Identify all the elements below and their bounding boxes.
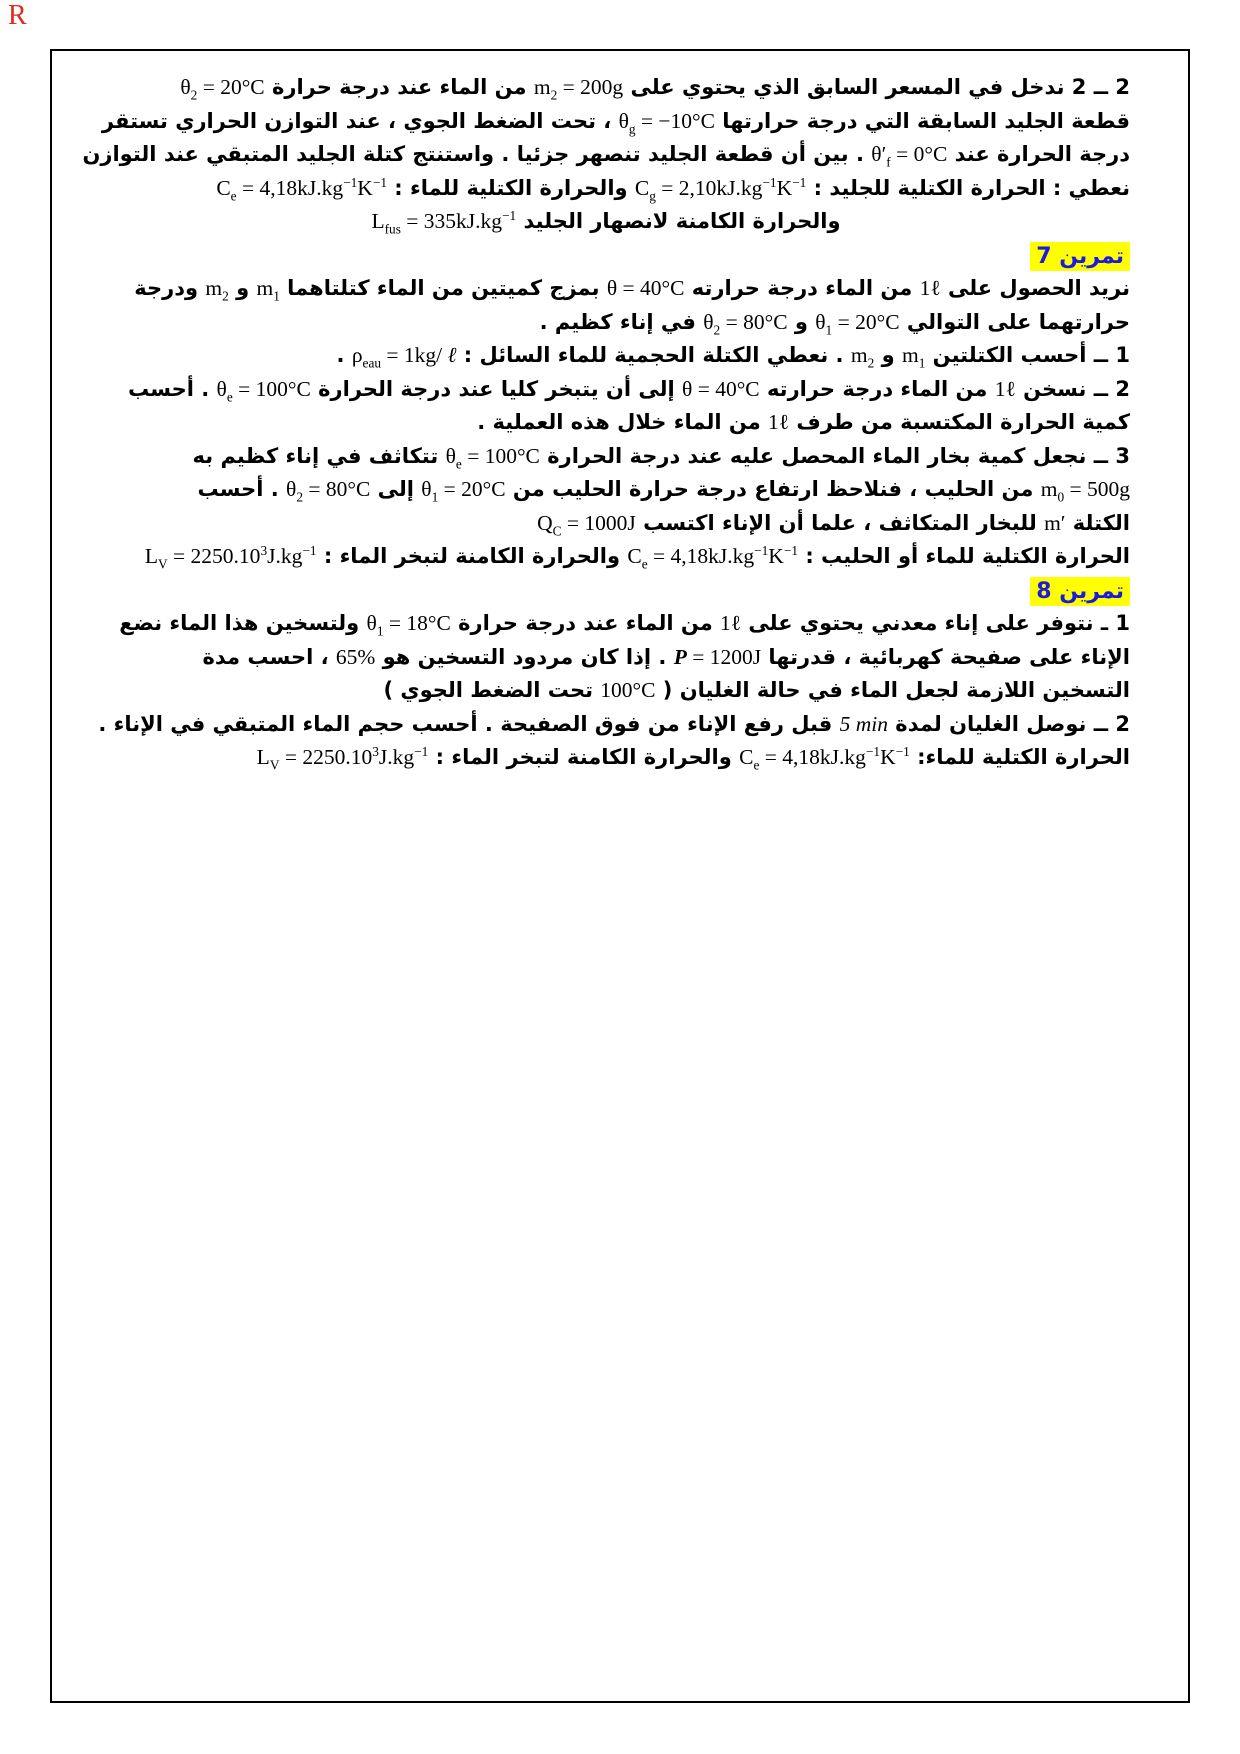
arabic-text: قبل رفع الإناء من فوق الصفيحة . أحسب حجم الماء المتبقي في الإناء . [98,711,840,736]
formula: $m_2 = 200g$ [533,75,624,103]
arabic-text: . نعطي الكتلة الحجمية للماء السائل : [456,343,851,367]
arabic-text: نعطي : الحرارة الكتلية للجليد : [806,175,1130,200]
arabic-text: الحرارة الكتلية للماء أو الحليب : [798,544,1130,568]
formula: $\theta_g = -10^\circ C$ [618,108,715,136]
ex8-data [82,741,1130,775]
ex7-intro-line2 [82,306,1130,340]
formula: θ = 40°C [606,276,685,300]
formula: $L_V = 2250.10^3J.kg^{-1}$ [256,743,429,773]
ex8-q1-line2 [82,641,1130,675]
formula: $m_2$ [850,343,875,371]
formula: θ = 40°C [682,376,760,401]
arabic-text: ، تحت الضغط الجوي ، عند التوازن الحراري تستقر [101,108,619,133]
formula: $m_2$ [205,276,229,304]
arabic-text: تحت الضغط الجوي ) [383,678,601,702]
formula: m′ [1044,510,1066,535]
ex7-q2-line2 [82,406,1130,440]
arabic-text: بمزج كميتين من الماء كتلتاهما [279,276,607,300]
arabic-text: . بين أن قطعة الجليد تنصهر جزئيا . واستنتج كتلة الجليد المتبقي عند التوازن [82,142,872,166]
arabic-text: ودرجة [134,276,206,300]
arabic-text: للبخار المتكاثف ، علما أن الإناء اكتسب [635,510,1045,535]
arabic-text: درجة الحرارة عند [947,142,1130,166]
arabic-text: . أحسب [127,376,217,401]
formula: $\theta_e = 100^\circ C$ [445,443,540,471]
arabic-text: 2 ــ 2 ندخل في المسعر السابق الذي يحتوي على [623,75,1130,99]
formula: $m_1$ [256,276,280,304]
formula: $\theta_1 = 20^\circ C$ [815,309,900,337]
exercise8-heading-label: تمرين 8 [1030,577,1130,606]
arabic-text: من الماء درجة حرارته [684,276,920,300]
formula: $\theta'_f = 0^\circ C$ [871,142,948,170]
arabic-text: حرارتهما على التوالي [899,309,1130,334]
formula: 1ℓ [994,376,1016,401]
ex6-q2-line1 [82,71,1130,105]
ex7-q3-line3 [82,507,1130,541]
formula: $Q_C = 1000J$ [537,510,636,538]
ex8-q1-line1 [82,607,1130,641]
corner-mark: R [8,0,27,31]
page-frame [50,49,1190,1703]
exercise7-heading [82,239,1130,273]
formula: $\theta_2 = 20^\circ C$ [180,75,265,103]
formula: 1ℓ [720,611,742,635]
arabic-text: من الحليب ، فنلاحظ ارتفاع درجة حرارة الحليب من [505,477,1041,501]
arabic-text: تتكاثف في إناء كظيم به [192,443,446,468]
exercise7-heading-label: تمرين 7 [1030,242,1130,271]
arabic-text: 1 ـ نتوفر على إناء معدني يحتوي على [741,611,1130,635]
ex7-q3-line2 [82,473,1130,507]
ex8-q1-line3 [82,674,1130,708]
ex7-intro-line1 [82,272,1130,306]
formula: $C_e = 4,18kJ.kg^{-1}K^{-1}$ [627,542,799,572]
arabic-text: كمية الحرارة المكتسبة من طرف [789,410,1130,434]
formula: 1ℓ [768,410,790,434]
ex7-q1 [82,339,1130,373]
arabic-text: ، احسب مدة [202,644,336,669]
formula: $\theta_2 = 80^\circ C$ [703,309,788,337]
arabic-text: الإناء على صفيحة كهربائية ، قدرتها [761,644,1130,669]
arabic-text: من الماء درجة حرارته [759,376,995,401]
arabic-text: والحرارة الكامنة لتبخر الماء : [428,745,740,769]
arabic-text: ولتسخين هذا الماء نضع [119,611,367,635]
formula: 1ℓ [919,276,941,300]
arabic-text: و [228,276,257,300]
formula: $\theta_e = 100^\circ C$ [216,376,311,404]
ex6-q2-data2 [82,205,1130,239]
formula: P = 1200J [673,644,762,669]
arabic-text: . أحسب [197,477,287,501]
arabic-text: و [787,309,816,334]
arabic-text: . [336,343,352,367]
arabic-text: من الماء عند درجة حرارة [450,611,721,635]
arabic-text: قطعة الجليد السابقة التي درجة حرارتها [715,108,1130,133]
document-text [82,71,1130,775]
arabic-text: 1 ــ أحسب الكتلتين [925,343,1130,367]
formula: $\theta_1 = 20^\circ C$ [421,477,506,505]
arabic-text: . إذا كان مردود التسخين هو [375,644,674,669]
formula: 65% [335,644,376,669]
formula: $C_g = 2,10kJ.kg^{-1}K^{-1}$ [634,174,807,203]
formula: 5 min [839,711,888,736]
arabic-text: والحرارة الكامنة لانصهار الجليد [516,209,841,233]
exercise8-heading [82,574,1130,608]
arabic-text: 2 ــ نوصل الغليان لمدة [887,711,1130,736]
arabic-text: من الماء عند درجة حرارة [264,75,534,99]
arabic-text: الكتلة [1065,510,1130,535]
ex6-q2-data1 [82,172,1130,206]
arabic-text: من الماء خلال هذه العملية . [477,410,769,434]
ex8-q2 [82,708,1130,742]
arabic-text: والحرارة الكامنة لتبخر الماء : [316,544,628,568]
ex7-q2-line1 [82,373,1130,407]
formula: 100°C [600,678,656,702]
formula: $m_1$ [901,343,926,371]
arabic-text: 3 ــ نجعل كمية بخار الماء المحصل عليه عند درجة الحرارة [539,443,1130,468]
arabic-text: نريد الحصول على [940,276,1130,300]
arabic-text: إلى أن يتبخر كليا عند درجة الحرارة [310,376,682,401]
arabic-text: في إناء كظيم . [539,309,704,334]
arabic-text: و [874,343,902,367]
arabic-text: 2 ــ نسخن [1015,376,1130,401]
formula: $\theta_1 = 18^\circ C$ [366,611,451,639]
arabic-text: إلى [370,477,422,501]
ex6-q2-line2 [82,105,1130,139]
arabic-text: الحرارة الكتلية للماء: [909,745,1130,769]
ex7-data [82,540,1130,574]
formula: $C_e = 4,18kJ.kg^{-1}K^{-1}$ [739,743,910,773]
formula: $L_V = 2250.10^3J.kg^{-1}$ [144,542,317,572]
arabic-text: التسخين اللازمة لجعل الماء في حالة الغليان ( [655,678,1130,702]
ex6-q2-line3 [82,138,1130,172]
formula: $C_e = 4,18kJ.kg^{-1}K^{-1}$ [216,174,387,203]
formula: $m_0 = 500g$ [1040,477,1130,505]
formula: $\rho_{eau} = 1kg/$ ℓ [351,343,457,371]
ex7-q3-line1 [82,440,1130,474]
formula: $\theta_2 = 80^\circ C$ [286,477,371,505]
arabic-text: والحرارة الكتلية للماء : [387,175,635,200]
formula: $L_{fus} = 335kJ.kg^{-1}$ [371,207,517,237]
